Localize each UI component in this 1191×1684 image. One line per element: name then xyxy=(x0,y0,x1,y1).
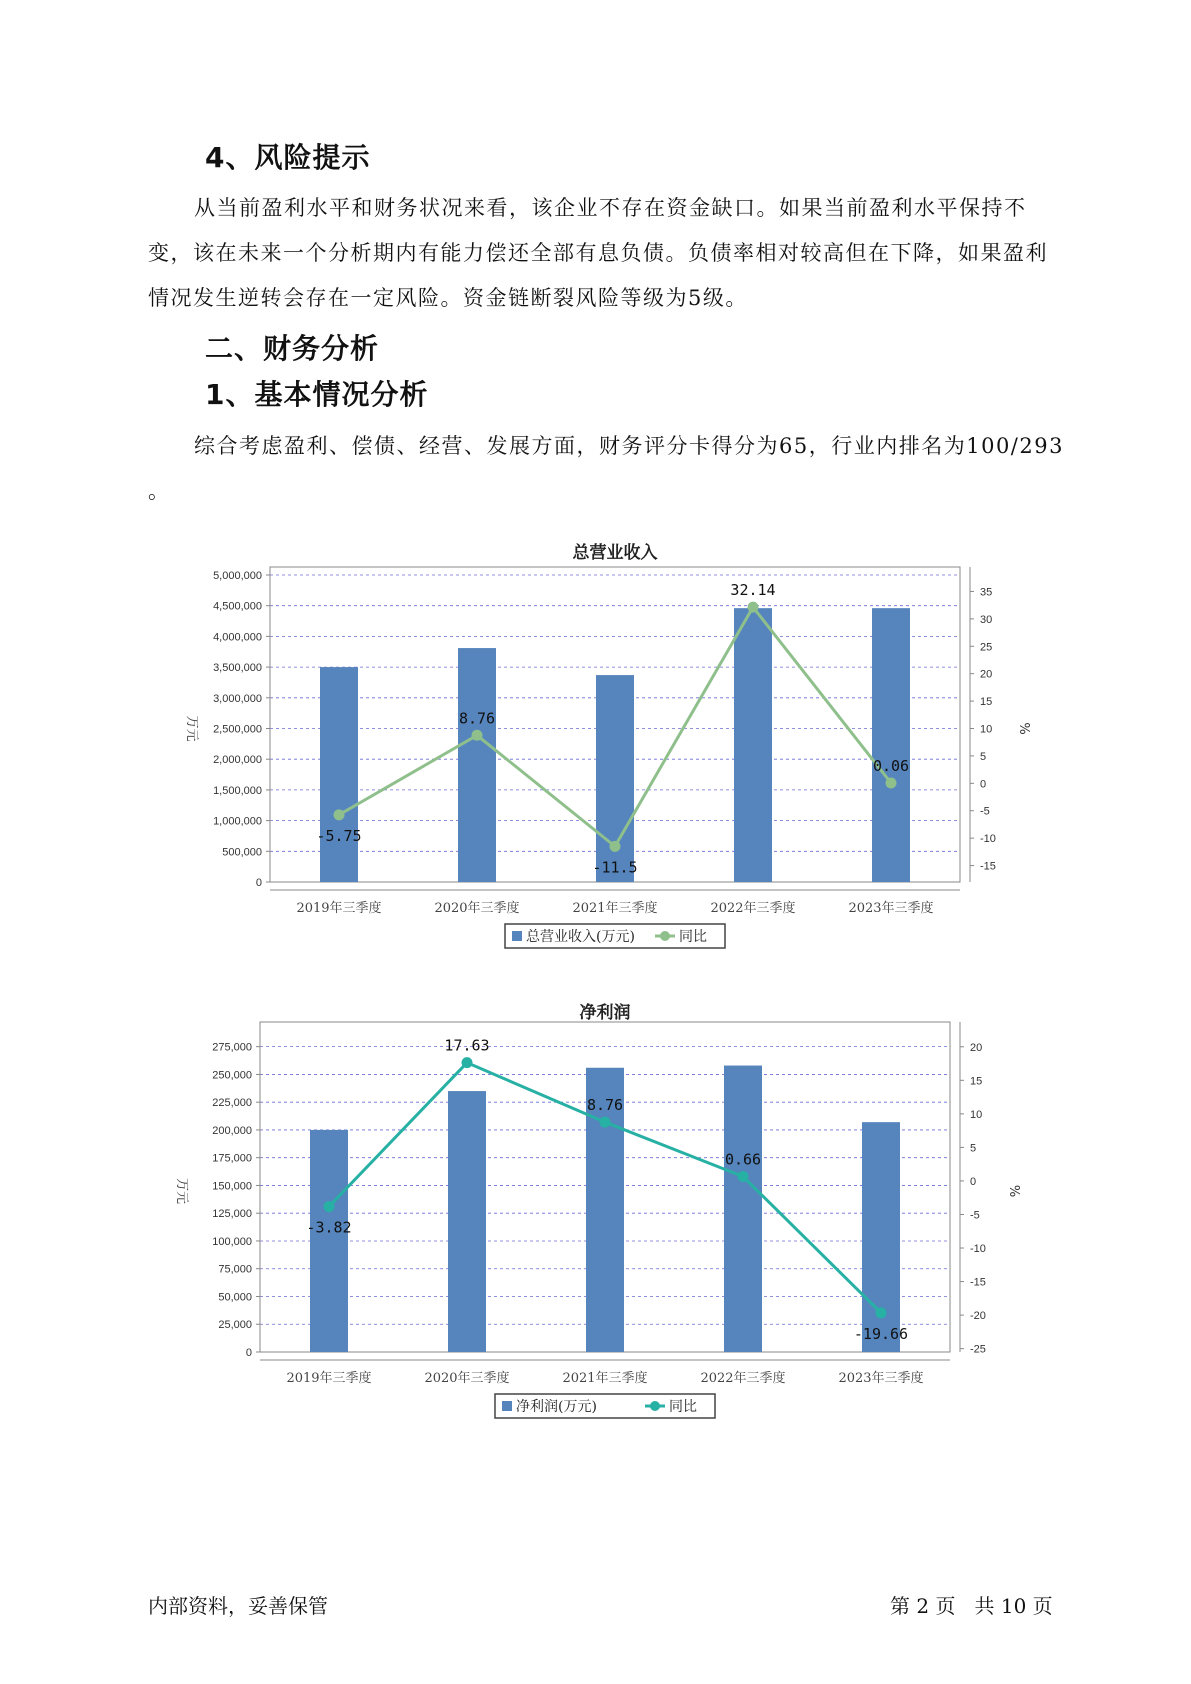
y2-tick-label: -10 xyxy=(970,1243,986,1256)
bar xyxy=(872,608,910,882)
y-tick-label: 500,000 xyxy=(222,846,262,859)
y2-tick-label: 20 xyxy=(980,668,993,681)
basic-analysis-paragraph xyxy=(148,424,1068,514)
y-tick-label: 75,000 xyxy=(218,1263,252,1276)
bar xyxy=(320,667,358,882)
y-tick-label: 5,000,000 xyxy=(213,570,262,582)
chart-total-revenue xyxy=(0,520,1191,970)
basic-analysis-tail: 。 xyxy=(148,479,171,503)
chart-net-profit xyxy=(0,990,1191,1440)
y-tick-label: 125,000 xyxy=(212,1208,252,1221)
y-tick-label: 50,000 xyxy=(218,1291,252,1304)
y2-tick-label: 20 xyxy=(970,1041,983,1054)
legend-swatch-bar xyxy=(502,1401,512,1411)
section-heading-risk: 4、风险提示 xyxy=(205,141,371,174)
yoy-point xyxy=(748,602,759,613)
yoy-point xyxy=(610,841,621,852)
footer-confidential-note: 内部资料，妥善保管 xyxy=(148,1594,328,1618)
x-tick-label: 2021年三季度 xyxy=(562,1371,648,1386)
risk-paragraph-text: 从当前盈利水平和财务状况来看，该企业不存在资金缺口。如果当前盈利水平保持不变，该在未来一个分析期内有能力偿还全部有息负债。负债率相对较高但在下降，如果盈利情况发生逆转会存在一定风险。资金链断裂风险等级为5级。 xyxy=(148,196,1048,310)
y2-axis-title: % xyxy=(1016,722,1031,735)
legend-label-line: 同比 xyxy=(679,929,707,945)
y-tick-label: 1,000,000 xyxy=(213,815,262,828)
data-label: 32.14 xyxy=(730,581,776,600)
y2-tick-label: 0 xyxy=(970,1175,977,1188)
chart-title: 净利润 xyxy=(579,1003,631,1023)
section-heading-basic-analysis: 1、基本情况分析 xyxy=(205,378,429,411)
data-label: 8.76 xyxy=(458,709,496,728)
yoy-point xyxy=(600,1117,611,1128)
bar xyxy=(458,648,496,882)
bar xyxy=(310,1130,348,1352)
y2-tick-label: 25 xyxy=(980,641,993,654)
x-tick-label: 2019年三季度 xyxy=(296,901,382,916)
data-label: -19.66 xyxy=(853,1324,909,1343)
chart-title: 总营业收入 xyxy=(572,543,658,563)
legend-label-line: 同比 xyxy=(669,1399,697,1415)
risk-paragraph xyxy=(148,186,1068,321)
y-tick-label: 0 xyxy=(255,877,262,889)
data-label: -11.5 xyxy=(592,858,638,877)
y2-tick-label: 10 xyxy=(980,723,993,736)
y2-tick-label: -25 xyxy=(970,1343,986,1356)
legend-swatch-bar xyxy=(512,931,522,941)
yoy-point xyxy=(876,1307,887,1318)
y-tick-label: 2,000,000 xyxy=(213,754,262,767)
data-label: 0.66 xyxy=(724,1150,762,1169)
y-tick-label: 100,000 xyxy=(212,1235,252,1248)
x-tick-label: 2020年三季度 xyxy=(434,901,520,916)
data-label: -3.82 xyxy=(306,1218,352,1237)
y-tick-label: 4,500,000 xyxy=(213,600,262,613)
legend-swatch-dot xyxy=(660,931,670,941)
y-tick-label: 250,000 xyxy=(212,1069,252,1082)
basic-analysis-text: 综合考虑盈利、偿债、经营、发展方面，财务评分卡得分为65，行业内排名为100/293 xyxy=(194,434,1064,458)
y-tick-label: 0 xyxy=(245,1347,252,1359)
bar xyxy=(734,608,772,882)
y2-tick-label: -15 xyxy=(970,1276,986,1289)
y2-tick-label: 15 xyxy=(980,696,993,709)
y-axis-title: 万元 xyxy=(174,1177,189,1205)
y-tick-label: 275,000 xyxy=(212,1041,252,1054)
y-tick-label: 150,000 xyxy=(212,1180,252,1193)
chart-net-profit-svg xyxy=(0,990,1191,1440)
y-tick-label: 175,000 xyxy=(212,1152,252,1165)
y-axis-title: 万元 xyxy=(184,715,199,742)
y2-tick-label: -5 xyxy=(980,805,990,818)
y2-tick-label: -5 xyxy=(970,1209,980,1222)
data-label: -5.75 xyxy=(316,826,362,845)
y-tick-label: 3,000,000 xyxy=(213,692,262,705)
x-tick-label: 2023年三季度 xyxy=(848,901,934,916)
footer-page-number: 第 2 页 共 10 页 xyxy=(890,1594,1053,1618)
chart-total-revenue-svg xyxy=(0,520,1191,970)
data-label: 8.76 xyxy=(586,1096,624,1115)
y-tick-label: 1,500,000 xyxy=(213,784,262,797)
data-label: 0.06 xyxy=(872,756,910,775)
x-tick-label: 2020年三季度 xyxy=(424,1371,510,1386)
data-label: 17.63 xyxy=(444,1036,490,1055)
y2-tick-label: 0 xyxy=(980,778,987,791)
yoy-point xyxy=(886,777,897,788)
y2-tick-label: 30 xyxy=(980,613,993,626)
yoy-point xyxy=(472,730,483,741)
y2-tick-label: -20 xyxy=(970,1310,986,1323)
y2-tick-label: 15 xyxy=(970,1075,983,1088)
x-tick-label: 2021年三季度 xyxy=(572,901,658,916)
legend-swatch-dot xyxy=(650,1401,660,1411)
y2-tick-label: -10 xyxy=(980,833,996,846)
y2-tick-label: 10 xyxy=(970,1108,983,1121)
y2-tick-label: 35 xyxy=(980,586,993,599)
yoy-point xyxy=(462,1057,473,1068)
yoy-point xyxy=(738,1171,749,1182)
legend-label-bar: 净利润(万元) xyxy=(516,1399,597,1415)
y2-tick-label: 5 xyxy=(980,750,987,763)
y-tick-label: 25,000 xyxy=(218,1319,252,1332)
yoy-point xyxy=(334,809,345,820)
bar xyxy=(448,1091,486,1352)
y-tick-label: 2,500,000 xyxy=(213,723,262,736)
x-tick-label: 2023年三季度 xyxy=(838,1371,924,1386)
y2-axis-title: % xyxy=(1006,1184,1021,1198)
section-heading-financial-analysis: 二、财务分析 xyxy=(205,332,380,365)
x-tick-label: 2022年三季度 xyxy=(700,1371,786,1386)
y-tick-label: 3,500,000 xyxy=(213,662,262,675)
bar xyxy=(724,1066,762,1352)
x-tick-label: 2019年三季度 xyxy=(286,1371,372,1386)
yoy-point xyxy=(324,1201,335,1212)
x-tick-label: 2022年三季度 xyxy=(710,901,796,916)
y2-tick-label: 5 xyxy=(970,1142,977,1155)
y2-tick-label: -15 xyxy=(980,860,996,873)
y-tick-label: 4,000,000 xyxy=(213,631,262,644)
y-tick-label: 200,000 xyxy=(212,1124,252,1137)
y-tick-label: 225,000 xyxy=(212,1097,252,1110)
legend-label-bar: 总营业收入(万元) xyxy=(526,929,635,945)
